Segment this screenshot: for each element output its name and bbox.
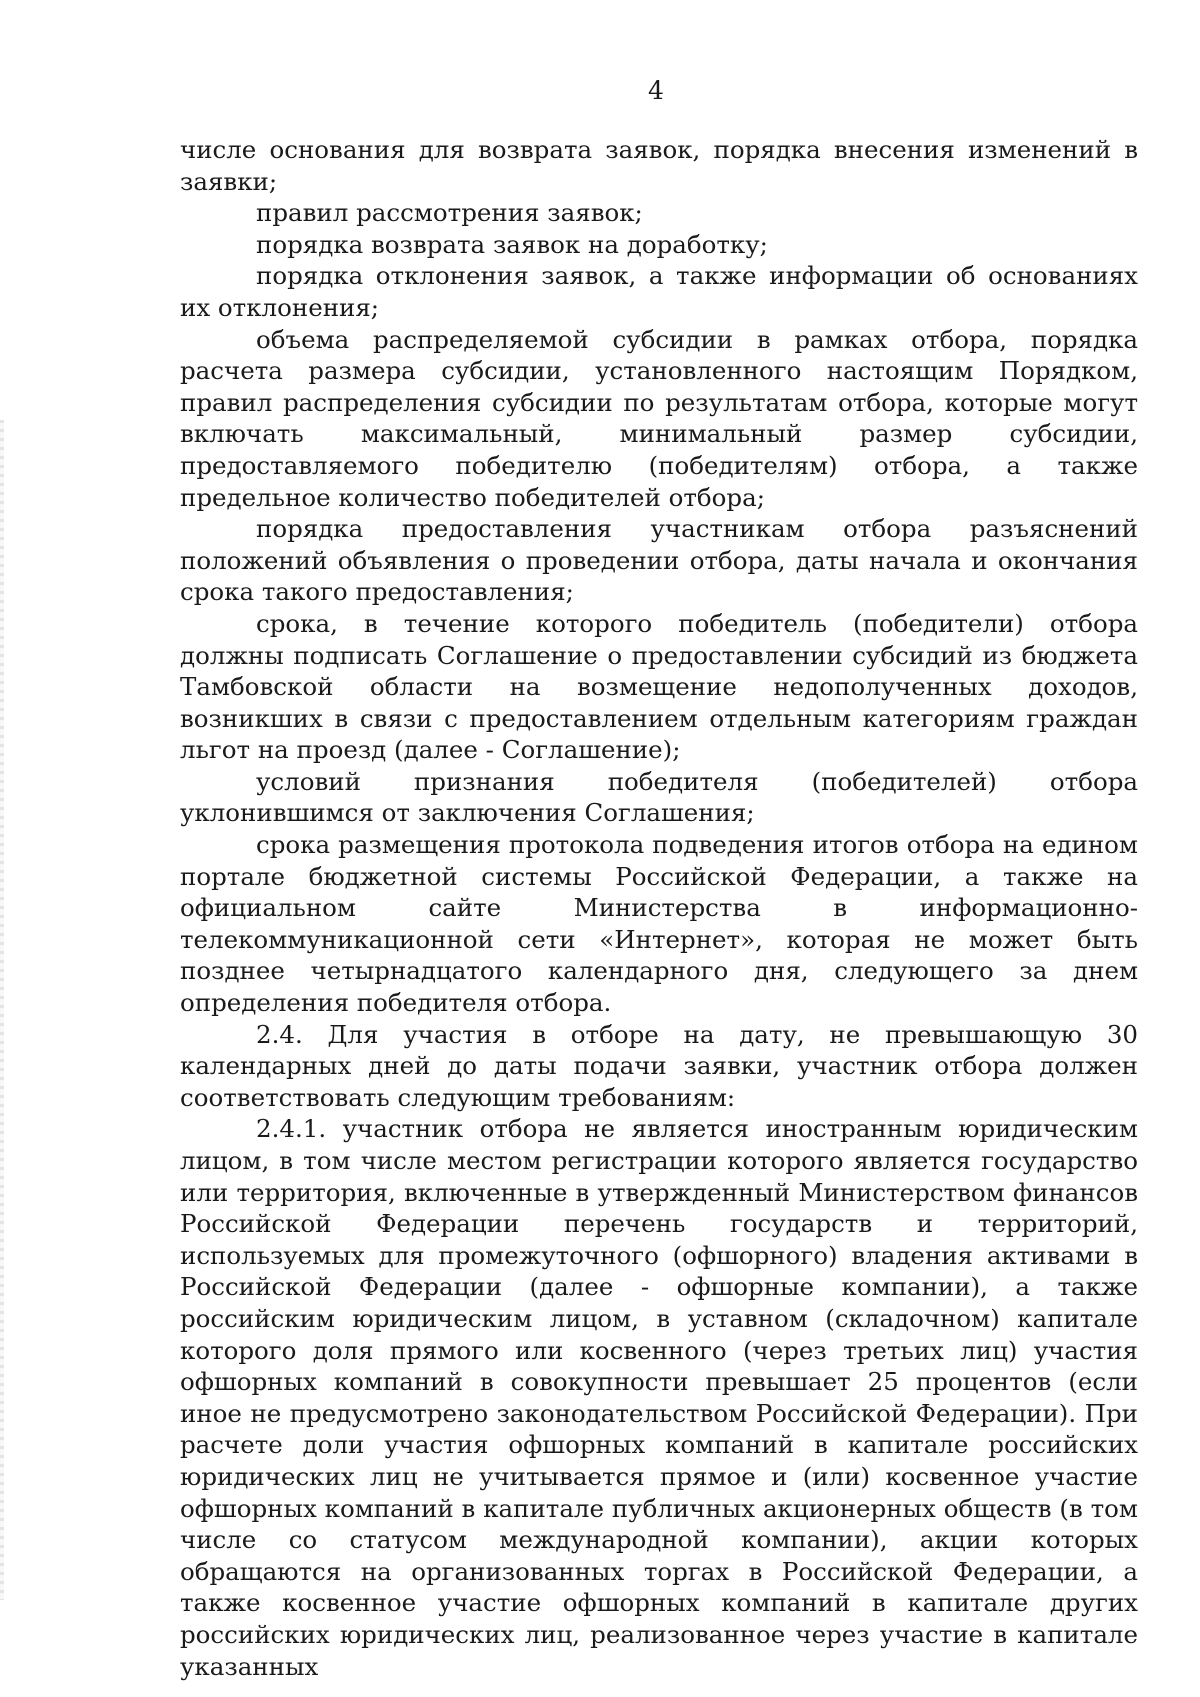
paragraph-2: правил рассмотрения заявок; <box>256 198 643 228</box>
paragraph-3: порядка возврата заявок на доработку; <box>256 229 768 259</box>
paragraph-9: срока размещения протокола подведения итогов отбора на едином портале бюджетной системы Российской Федерации, а также на официальном сайте Министерства в информационно-телекоммуникационной сети «Интернет», которая не может быть позднее четырнадцатого календарного дня, следующего за днем определения победителя отбора. <box>180 830 1138 1018</box>
paragraph-5: объема распределяемой субсидии в рамках отбора, порядка расчета размера субсидии, установленного настоящим Порядком, правил распределения субсидии по результатам отбора, которые могут включать максимальный, минимальный размер субсидии, предоставляемого победителю (победителям) отбора, а также предельное количество победителей отбора; <box>180 324 1138 512</box>
paragraph-8: условий признания победителя (победителей) отбора уклонившимся от заключения Соглашения; <box>180 766 1138 828</box>
paragraph-4: порядка отклонения заявок, а также информации об основаниях их отклонения; <box>180 261 1138 322</box>
page-number: 4 <box>648 76 664 105</box>
paragraph-2-4-1: 2.4.1. участник отбора не является иностранным юридическим лицом, в том числе местом регистрации которого является государство или территория, включенные в утвержденный Министерством финансов Российской Федерации перечень государств и территорий, используемых для промежуточного (офшорного) владения активами в Российской Федерации (далее - офшорные компании), а также российским юридическим лицом, в уставном (складочном) капитале которого доля прямого или косвенного (через третьих лиц) участия офшорных компаний в совокупности превышает 25 процентов (если иное не предусмотрено законодательством Российской Федерации). При расчете доли участия офшорных компаний в капитале российских юридических лиц не учитывается прямое и (или) косвенное участие офшорных компаний в капитале публичных акционерных обществ (в том числе со статусом международной компании), акции которых обращаются на организованных торгах в Российской Федерации, а также косвенное участие офшорных компаний в капитале других российских юридических лиц, реализованное через участие в капитале указанных <box>180 1114 1138 1681</box>
scan-edge-artifact <box>0 420 4 1600</box>
paragraph-2-4: 2.4. Для участия в отборе на дату, не превышающую 30 календарных дней до даты подачи заявки, участник отбора должен соответствовать следующим требованиям: <box>180 1019 1138 1112</box>
paragraph-1: числе основания для возврата заявок, порядка внесения изменений в заявки; <box>180 135 1138 196</box>
paragraph-6: порядка предоставления участникам отбора разъяснений положений объявления о проведении отбора, даты начала и окончания срока такого предоставления; <box>180 514 1138 607</box>
paragraph-7: срока, в течение которого победитель (победители) отбора должны подписать Соглашение о предоставлении субсидий из бюджета Тамбовской области на возмещение недополученных доходов, возникших в связи с предоставлением отдельным категориям граждан льгот на проезд (далее - Соглашение); <box>180 608 1138 765</box>
document-body <box>180 134 1138 1682</box>
